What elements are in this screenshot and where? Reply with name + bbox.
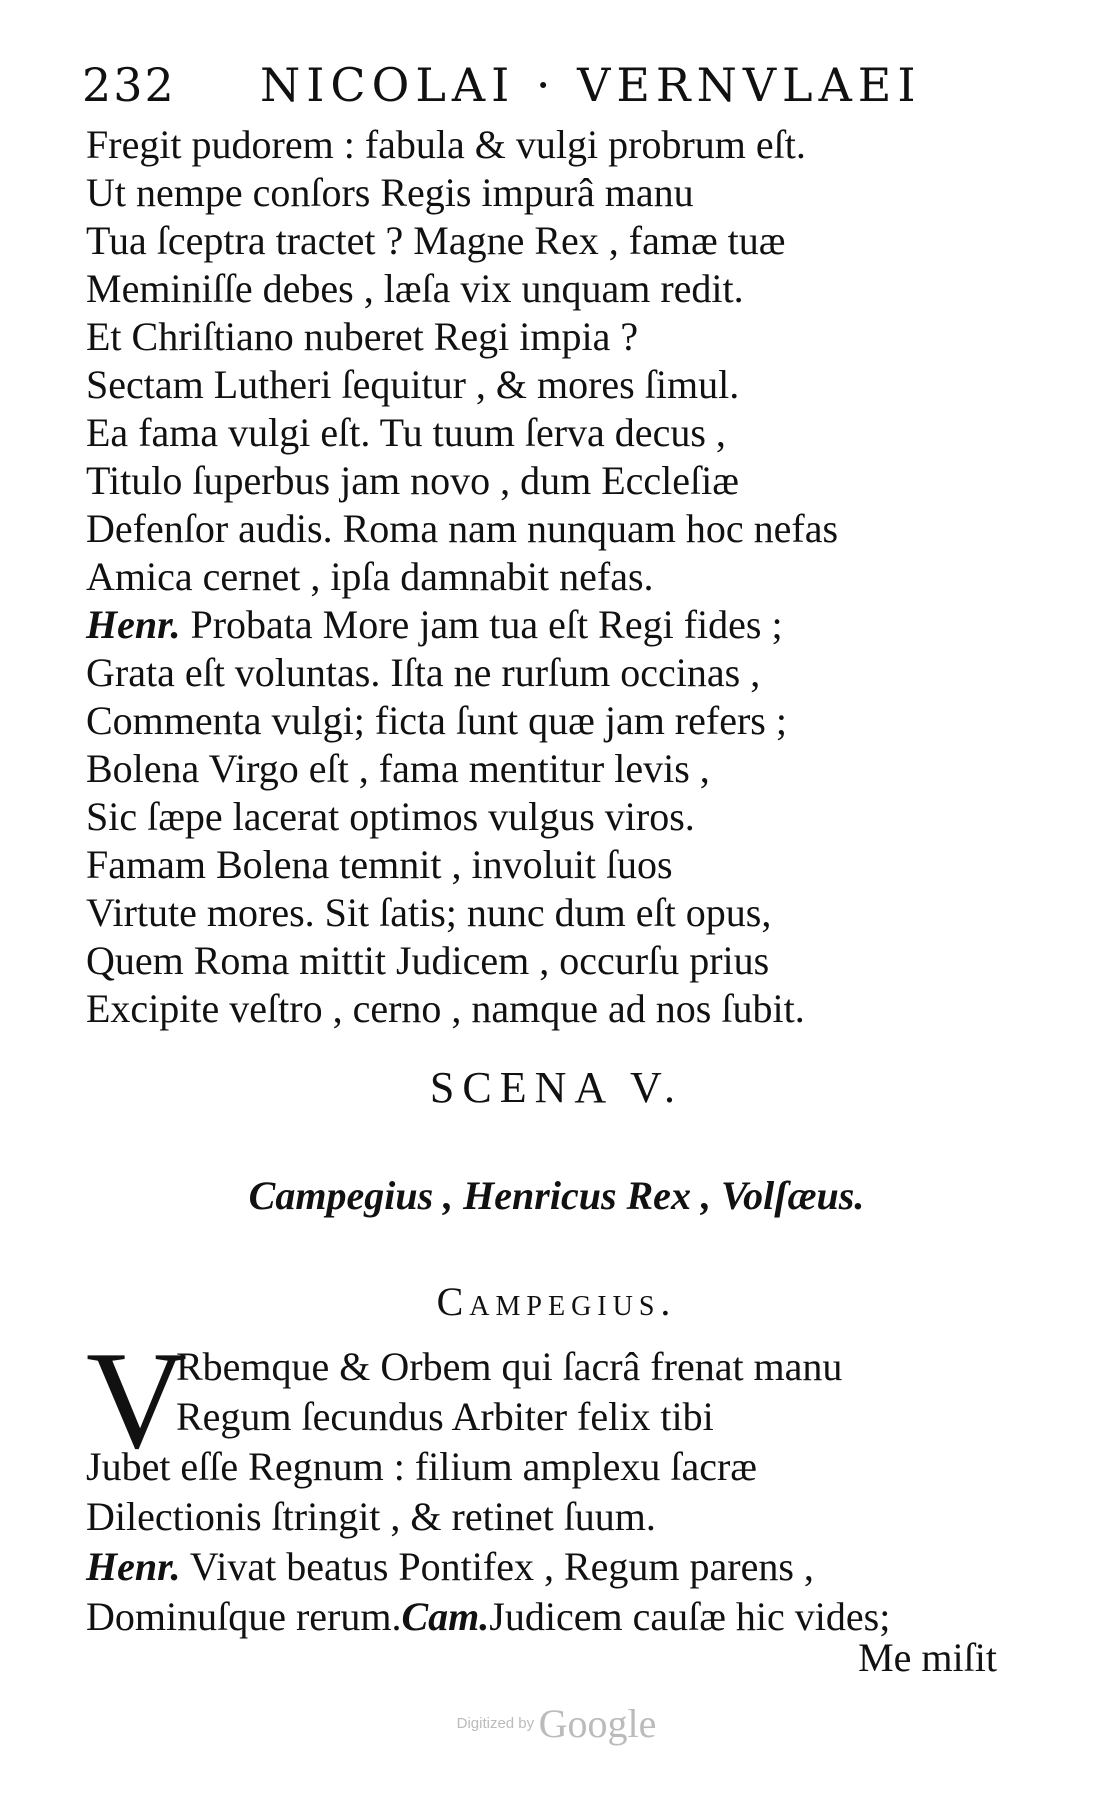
verse-line: Regum ſecundus Arbiter felix tibi bbox=[176, 1394, 714, 1439]
verse-line: Rbemque & Orbem qui ſacrâ frenat manu bbox=[176, 1344, 843, 1389]
verse-line: Ea fama vulgi eſt. Tu tuum ſerva decus , bbox=[86, 410, 726, 455]
verse-line: Virtute mores. Sit ſatis; nunc dum eſt opus, bbox=[86, 890, 772, 935]
drop-capital: V bbox=[86, 1323, 188, 1478]
watermark-prefix: Digitized by bbox=[456, 1715, 535, 1732]
verse-line: Bolena Virgo eſt , fama mentitur levis , bbox=[86, 746, 710, 791]
verse-line: Grata eſt voluntas. Iſta ne rurſum occinas , bbox=[86, 650, 761, 695]
watermark-brand: Google bbox=[538, 1701, 657, 1746]
speaker-label: Cam. bbox=[401, 1594, 490, 1639]
verse-line: Meminiſſe debes , læſa vix unquam redit. bbox=[86, 266, 744, 311]
speaker-heading: Campegius. bbox=[436, 1279, 677, 1324]
verse-line: Henr. Probata More jam tua eſt Regi fides ; bbox=[86, 602, 783, 647]
verse-line: Excipite veſtro , cerno , namque ad nos ſubit. bbox=[86, 986, 805, 1031]
speaker-label: Henr. bbox=[86, 1544, 181, 1589]
verse-line: Jubet eſſe Regnum : filium amplexu ſacræ bbox=[86, 1444, 757, 1489]
verse-line: Henr. Vivat beatus Pontifex , Regum parens , bbox=[86, 1544, 814, 1589]
verse-line: Et Chriſtiano nuberet Regi impia ? bbox=[86, 314, 639, 359]
speaker-label: Henr. bbox=[86, 602, 181, 647]
running-head: NICOLAI · VERNVLAEI bbox=[260, 58, 922, 112]
verse-line: Dominuſque rerum.Cam.Judicem cauſæ hic vides; bbox=[86, 1594, 891, 1639]
page-number: 232 bbox=[82, 58, 176, 112]
page-header bbox=[82, 58, 922, 112]
catchword: Me miſit bbox=[858, 1635, 997, 1680]
verse-line: Ut nempe conſors Regis impurâ manu bbox=[86, 170, 694, 215]
scene-title: SCENA V. bbox=[429, 1063, 684, 1112]
verse-line: Amica cernet , ipſa damnabit nefas. bbox=[86, 554, 654, 599]
verse-line: Defenſor audis. Roma nam nunquam hoc nefas bbox=[86, 506, 839, 551]
cast-list: Campegius , Henricus Rex , Volſæus. bbox=[248, 1173, 865, 1218]
verse-line: Sectam Lutheri ſequitur , & mores ſimul. bbox=[86, 362, 740, 407]
verse-line: Titulo ſuperbus jam novo , dum Eccleſiæ bbox=[86, 458, 739, 503]
verse-line: Famam Bolena temnit , involuit ſuos bbox=[86, 842, 673, 887]
verse-line: Commenta vulgi; ficta ſunt quæ jam refers ; bbox=[86, 698, 787, 743]
verse-line: Tua ſceptra tractet ? Magne Rex , famæ tuæ bbox=[86, 218, 786, 263]
digitized-watermark bbox=[0, 1700, 1113, 1747]
verse-line: Fregit pudorem : fabula & vulgi probrum eſt. bbox=[86, 122, 806, 167]
verse-line: Dilectionis ſtringit , & retinet ſuum. bbox=[86, 1494, 656, 1539]
verse-line: Quem Roma mittit Judicem , occurſu prius bbox=[86, 938, 770, 983]
verse-line: Sic ſæpe lacerat optimos vulgus viros. bbox=[86, 794, 695, 839]
